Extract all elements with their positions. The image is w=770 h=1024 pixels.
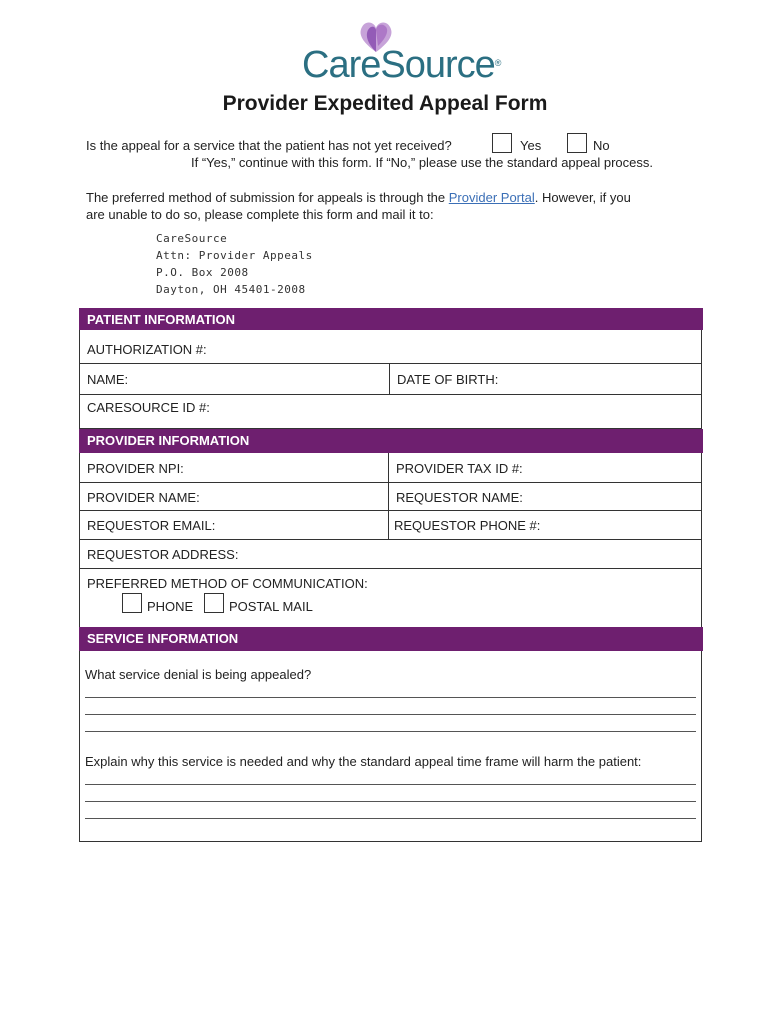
cell-divider (389, 364, 390, 395)
section-header-provider: PROVIDER INFORMATION (79, 429, 703, 453)
intro-line-1 (86, 190, 631, 205)
postal-mail-label: POSTAL MAIL (229, 599, 313, 614)
patient-name-field[interactable]: NAME: (87, 372, 129, 387)
answer-line[interactable] (85, 784, 696, 785)
requestor-address-field[interactable]: REQUESTOR ADDRESS: (87, 547, 239, 562)
no-checkbox[interactable] (567, 133, 587, 153)
intro-line-2: are unable to do so, please complete this form and mail it to: (86, 207, 434, 222)
date-of-birth-field[interactable]: DATE OF BIRTH: (397, 372, 499, 387)
address-line: Dayton, OH 45401-2008 (156, 283, 306, 296)
provider-tax-id-field[interactable]: PROVIDER TAX ID #: (396, 461, 523, 476)
address-line: P.O. Box 2008 (156, 266, 249, 279)
section-header-service: SERVICE INFORMATION (79, 627, 703, 651)
answer-line[interactable] (85, 697, 696, 698)
requestor-phone-field[interactable]: REQUESTOR PHONE #: (394, 518, 541, 533)
address-line: CareSource (156, 232, 228, 245)
section-header-patient: PATIENT INFORMATION (79, 308, 703, 330)
brand-wordmark: CareSource® (302, 44, 501, 86)
appeal-question: Is the appeal for a service that the patient has not yet received? (86, 138, 452, 153)
provider-portal-link[interactable]: Provider Portal (448, 190, 535, 205)
requestor-name-field[interactable]: REQUESTOR NAME: (396, 490, 523, 505)
answer-line[interactable] (85, 731, 696, 732)
yes-label: Yes (520, 138, 542, 153)
caresource-id-field[interactable]: CARESOURCE ID #: (87, 400, 210, 415)
no-label: No (593, 138, 610, 153)
page-title: Provider Expedited Appeal Form (222, 92, 548, 115)
answer-line[interactable] (85, 714, 696, 715)
authorization-label: AUTHORIZATION #: (87, 342, 207, 357)
intro-text-2: . However, if you (534, 190, 631, 205)
phone-checkbox[interactable] (122, 593, 142, 613)
provider-npi-field[interactable]: PROVIDER NPI: (87, 461, 184, 476)
service-question-1: What service denial is being appealed? (85, 667, 312, 682)
postal-mail-checkbox[interactable] (204, 593, 224, 613)
caresource-logo (298, 18, 501, 86)
name-row (79, 364, 702, 395)
requestor-email-field[interactable]: REQUESTOR EMAIL: (87, 518, 216, 533)
answer-line[interactable] (85, 801, 696, 802)
phone-label: PHONE (147, 599, 194, 614)
service-question-2: Explain why this service is needed and why the standard appeal time frame will harm the patient: (85, 754, 642, 769)
communication-label: PREFERRED METHOD OF COMMUNICATION: (87, 576, 368, 591)
form-bottom-border (79, 841, 702, 842)
yes-checkbox[interactable] (492, 133, 512, 153)
question-instruction: If “Yes,” continue with this form. If “No,” please use the standard appeal process. (191, 155, 653, 170)
answer-line[interactable] (85, 818, 696, 819)
address-line: Attn: Provider Appeals (156, 249, 313, 262)
intro-text: The preferred method of submission for appeals is through the (86, 190, 449, 205)
provider-name-field[interactable]: PROVIDER NAME: (87, 490, 200, 505)
